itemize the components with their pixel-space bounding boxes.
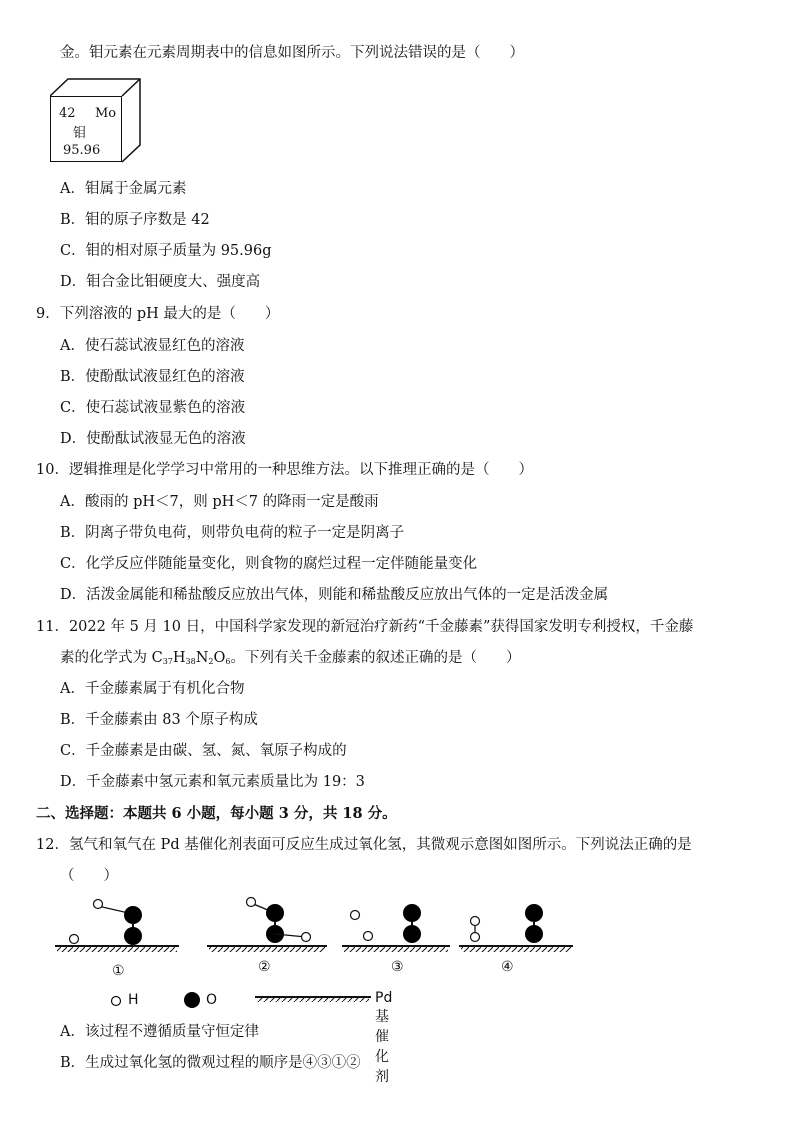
formula-sub-h: 38 [185, 657, 196, 666]
question-11-stem: 11．2022 年 5 月 10 日，中国科学家发现的新冠治疗新药“千金藤素”获得国家发明专利授权，千金藤 [36, 619, 694, 635]
option-11c: C．千金藤素是由碳、氢、氮、氧原子构成的 [60, 743, 347, 759]
step-label-3: ③ [391, 959, 404, 975]
option-9d: D．使酚酞试液显无色的溶液 [60, 431, 246, 447]
option-11a: A．千金藤素属于有机化合物 [60, 681, 245, 697]
legend-o-symbol [184, 992, 200, 1008]
legend-o-label: O [206, 992, 218, 1008]
option-10d: D．活泼金属能和稀盐酸反应放出气体，则能和稀盐酸反应放出气体的一定是活泼金属 [60, 587, 609, 603]
section-2-heading: 二、选择题：本题共 6 小题，每小题 3 分，共 18 分。 [36, 805, 397, 822]
question-8-stem: 金。钼元素在元素周期表中的信息如图所示。下列说法错误的是（ ） [60, 45, 524, 61]
option-9c: C．使石蕊试液显紫色的溶液 [60, 400, 246, 416]
option-11d: D．千金藤素中氢元素和氧元素质量比为 19：3 [60, 774, 365, 790]
option-9b: B．使酚酞试液显红色的溶液 [60, 369, 245, 385]
option-8c: C．钼的相对原子质量为 95.96g [60, 243, 272, 259]
formula-o: O [213, 650, 226, 666]
legend-h-symbol [112, 997, 121, 1006]
formula-sub-c: 37 [162, 657, 173, 666]
step-label-1: ① [112, 963, 125, 979]
formula-sub-n: 2 [208, 657, 214, 666]
legend-catalyst-label: Pd基催化剂 [375, 990, 393, 1085]
option-10a: A．酸雨的 pH＜7，则 pH＜7 的降雨一定是酸雨 [60, 494, 379, 510]
catalyst-surface-4 [459, 904, 573, 952]
catalyst-surface-3 [342, 904, 450, 952]
question-12-paren: （ ） [60, 868, 118, 884]
option-8a: A．钼属于金属元素 [60, 181, 187, 197]
question-12-stem: 12．氢气和氧气在 Pd 基催化剂表面可反应生成过氧化氢，其微观示意图如图所示。下列说法正确的是 [36, 837, 692, 853]
option-8d: D．钼合金比钼硬度大、强度高 [60, 274, 261, 290]
option-12a: A．该过程不遵循质量守恒定律 [60, 1024, 259, 1040]
element-name: 钼 [73, 126, 87, 141]
catalyst-surface-1 [55, 900, 179, 953]
option-9a: A．使石蕊试液显红色的溶液 [60, 338, 245, 354]
formula-suffix: 。下列有关千金藤素的叙述正确的是（ ） [230, 650, 521, 666]
option-10c: C．化学反应伴随能量变化，则食物的腐烂过程一定伴随能量变化 [60, 556, 478, 572]
formula-prefix: 素的化学式为 C [60, 650, 163, 666]
step-label-4: ④ [501, 959, 514, 975]
formula-sub-o: 6 [225, 657, 231, 666]
atomic-number: 42 [59, 106, 76, 121]
question-11-formula-line [60, 649, 521, 671]
formula-n: N [195, 650, 209, 666]
element-symbol: Mo [95, 106, 117, 121]
option-11b: B．千金藤素由 83 个原子构成 [60, 712, 258, 728]
formula-h: H [172, 650, 186, 666]
catalyst-surface-2 [207, 898, 327, 953]
element-tile-face [50, 96, 122, 162]
option-10b: B．阴离子带负电荷，则带负电荷的粒子一定是阴离子 [60, 525, 405, 541]
element-tile-molybdenum [50, 78, 146, 164]
option-8b: B．钼的原子序数是 42 [60, 212, 210, 228]
legend-h-label: H [128, 992, 139, 1008]
question-10-stem: 10．逻辑推理是化学学习中常用的一种思维方法。以下推理正确的是（ ） [36, 462, 533, 478]
option-12b: B．生成过氧化氢的微观过程的顺序是④③①② [60, 1055, 361, 1071]
atomic-mass: 95.96 [63, 143, 101, 158]
step-label-2: ② [258, 959, 271, 975]
question-9-stem: 9．下列溶液的 pH 最大的是（ ） [36, 306, 280, 322]
legend-catalyst-symbol [257, 998, 369, 1002]
